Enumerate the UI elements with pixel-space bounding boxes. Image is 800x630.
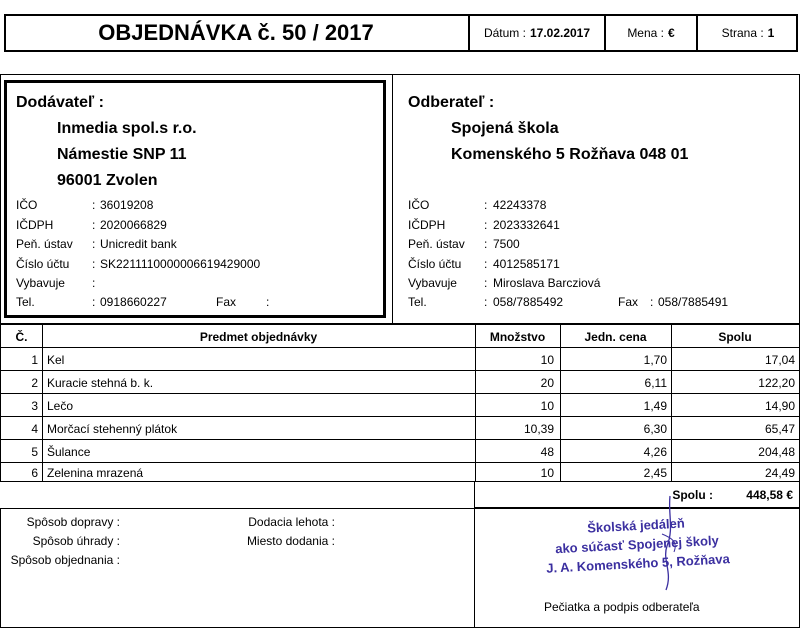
customer-name: Spojená škola	[451, 120, 559, 137]
customer-bank-value: 7500	[493, 237, 520, 251]
stamp-line: J. A. Komenského 5, Rožňava	[545, 551, 731, 576]
row-qty: 10	[540, 466, 554, 480]
currency-field	[606, 14, 696, 52]
document-title: OBJEDNÁVKA č. 50 / 2017	[98, 20, 374, 45]
supplier-name: Inmedia spol.s r.o.	[57, 120, 197, 137]
payment-label: Spôsob úhrady :	[32, 534, 120, 548]
row-qty: 20	[540, 376, 554, 390]
supplier-ico-row	[16, 198, 376, 214]
signature-label: Pečiatka a podpis odberateľa	[544, 600, 700, 614]
row-divider	[1, 462, 799, 463]
supplier-tel-label: Tel.	[16, 295, 35, 309]
page-value: 1	[767, 26, 775, 40]
supplier-icdph-label: IČDPH	[16, 218, 54, 232]
customer-handler-row	[408, 276, 792, 292]
date-field	[470, 14, 604, 52]
colon: :	[92, 295, 96, 309]
grand-total-label: Spolu :	[672, 488, 713, 502]
row-total: 122,20	[758, 376, 795, 390]
row-item: Kel	[47, 353, 65, 367]
row-total: 65,47	[764, 422, 795, 436]
row-unit-price: 4,26	[643, 445, 667, 459]
supplier-icdph-row	[16, 218, 376, 234]
customer-street: Komenského 5 Rožňava 048 01	[451, 146, 689, 163]
supplier-bank-label: Peň. ústav	[16, 237, 73, 251]
colon: :	[484, 218, 488, 232]
row-item: Zelenina mrazená	[47, 466, 144, 480]
col-divider	[42, 325, 43, 481]
supplier-icdph-value: 2020066829	[100, 218, 167, 232]
customer-fax-value: 058/7885491	[658, 295, 729, 309]
customer-ico-row	[408, 198, 792, 214]
colon: :	[92, 257, 96, 271]
row-item: Šulance	[47, 445, 91, 459]
row-total: 17,04	[764, 353, 795, 367]
stamp-line: ako súčasť Spojenej školy	[554, 532, 720, 557]
row-total: 14,90	[764, 399, 795, 413]
stamp-line: Školská jedáleň	[586, 515, 686, 536]
supplier-city: 96001 Zvolen	[57, 172, 158, 189]
customer-bank-row	[408, 237, 792, 253]
row-no: 5	[31, 445, 38, 459]
supplier-heading: Dodávateľ :	[16, 94, 104, 111]
row-divider	[1, 393, 799, 394]
supplier-account-label: Číslo účtu	[16, 257, 70, 271]
row-total: 24,49	[764, 466, 795, 480]
customer-icdph-value: 2023332641	[493, 218, 560, 232]
supplier-ico-label: IČO	[16, 198, 38, 212]
row-unit-price: 1,70	[643, 353, 667, 367]
customer-handler-value: Miroslava Barcziová	[493, 276, 601, 290]
row-no: 2	[31, 376, 38, 390]
col-header-no: Č.	[15, 330, 28, 344]
row-divider	[1, 370, 799, 371]
supplier-fax-label: Fax	[216, 295, 237, 309]
colon: :	[484, 198, 488, 212]
customer-ico-value: 42243378	[493, 198, 547, 212]
row-total: 204,48	[758, 445, 795, 459]
supplier-ico-value: 36019208	[100, 198, 154, 212]
customer-account-row	[408, 257, 792, 273]
grand-total-value: 448,58 €	[746, 488, 793, 502]
colon: :	[484, 257, 488, 271]
colon: :	[92, 237, 96, 251]
row-unit-price: 6,11	[644, 376, 667, 390]
page-label: Strana :	[721, 26, 764, 40]
currency-value: €	[668, 26, 675, 40]
supplier-account-value: SK2211110000006619429000	[100, 257, 261, 271]
header-row-divider	[1, 347, 799, 348]
colon: :	[266, 295, 270, 309]
row-divider	[1, 416, 799, 417]
colon: :	[92, 218, 96, 232]
row-qty: 48	[540, 445, 554, 459]
supplier-handler-row	[16, 276, 376, 292]
row-qty: 10,39	[523, 422, 554, 436]
signature-stroke	[640, 494, 700, 594]
row-unit-price: 2,45	[643, 466, 667, 480]
row-no: 6	[31, 466, 38, 480]
delivery-place-label: Miesto dodania :	[246, 534, 335, 548]
row-unit-price: 1,49	[643, 399, 667, 413]
supplier-street: Námestie SNP 11	[57, 146, 187, 163]
footer-divider	[474, 508, 475, 628]
row-item: Lečo	[47, 399, 74, 413]
delivery-time-label: Dodacia lehota :	[248, 515, 335, 529]
colon: :	[92, 198, 96, 212]
customer-icdph-row	[408, 218, 792, 234]
customer-tel-value: 058/7885492	[493, 295, 564, 309]
row-no: 3	[31, 399, 38, 413]
customer-handler-label: Vybavuje	[408, 276, 457, 290]
customer-icdph-label: IČDPH	[408, 218, 446, 232]
row-qty: 10	[540, 399, 554, 413]
colon: :	[484, 237, 488, 251]
parties-divider	[392, 74, 393, 324]
date-value: 17.02.2017	[529, 26, 591, 40]
customer-account-value: 4012585171	[493, 257, 560, 271]
customer-heading: Odberateľ :	[408, 94, 495, 111]
customer-bank-label: Peň. ústav	[408, 237, 465, 251]
supplier-bank-value: Unicredit bank	[100, 237, 177, 251]
row-unit-price: 6,30	[643, 422, 667, 436]
customer-tel-row	[408, 295, 792, 311]
signature-scribble	[640, 494, 700, 594]
row-item: Morčací stehenný plátok	[47, 422, 178, 436]
col-header-item: Predmet objednávky	[199, 330, 318, 344]
supplier-handler-label: Vybavuje	[16, 276, 65, 290]
row-item: Kuracie stehná b. k.	[47, 376, 154, 390]
row-no: 1	[31, 353, 38, 367]
colon: :	[92, 276, 96, 290]
transport-label: Spôsob dopravy :	[26, 515, 120, 529]
date-label: Dátum :	[483, 26, 526, 40]
colon: :	[650, 295, 654, 309]
customer-tel-label: Tel.	[408, 295, 427, 309]
customer-fax-label: Fax	[618, 295, 639, 309]
supplier-bank-row	[16, 237, 376, 253]
row-divider	[1, 439, 799, 440]
page-field	[698, 14, 798, 52]
ordering-label: Spôsob objednania :	[10, 553, 120, 567]
items-table	[0, 324, 800, 482]
col-header-unit-price: Jedn. cena	[584, 330, 647, 344]
customer-account-label: Číslo účtu	[408, 257, 462, 271]
col-header-total: Spolu	[718, 330, 752, 344]
col-header-qty: Množstvo	[489, 330, 546, 344]
colon: :	[484, 276, 488, 290]
supplier-account-row	[16, 257, 376, 273]
customer-ico-label: IČO	[408, 198, 430, 212]
currency-label: Mena :	[627, 26, 664, 40]
customer-details	[408, 198, 792, 318]
row-no: 4	[31, 422, 38, 436]
grand-total	[474, 482, 800, 508]
row-qty: 10	[540, 353, 554, 367]
colon: :	[484, 295, 488, 309]
supplier-details	[16, 198, 376, 318]
supplier-tel-value: 0918660227	[100, 295, 167, 309]
supplier-tel-row	[16, 295, 376, 311]
